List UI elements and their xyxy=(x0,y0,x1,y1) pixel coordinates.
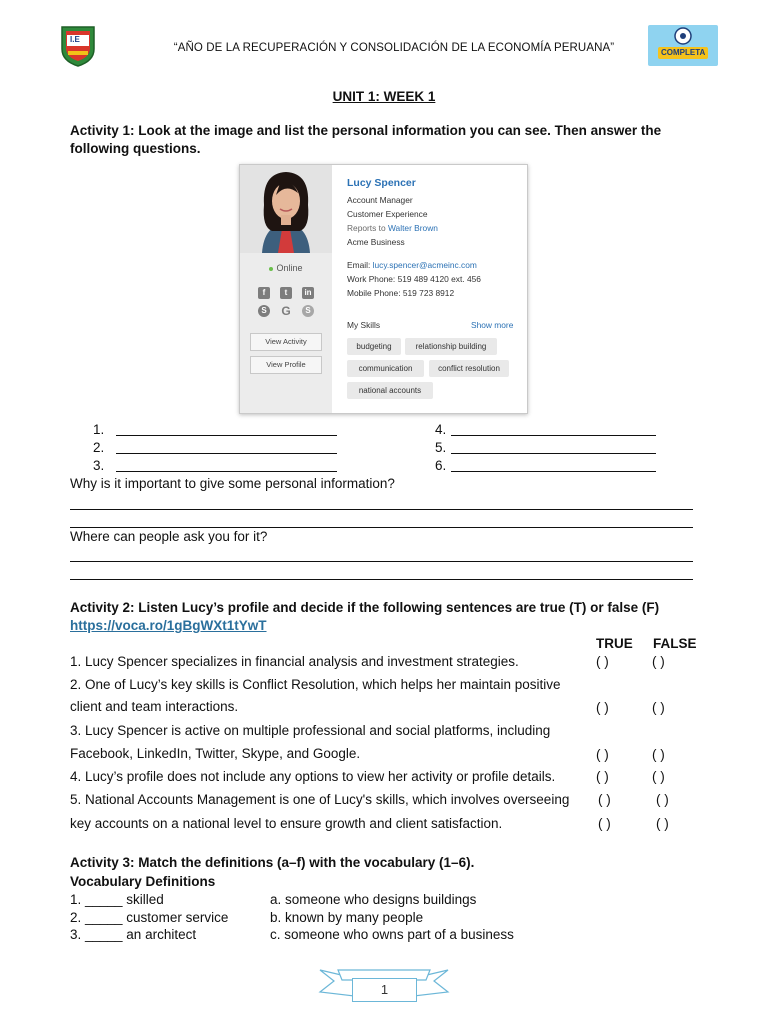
answer-number: 6. xyxy=(435,458,447,473)
answer-blank[interactable] xyxy=(451,453,656,454)
answer-blank[interactable] xyxy=(451,435,656,436)
linkedin-icon[interactable]: in xyxy=(302,287,314,299)
view-activity-button[interactable]: View Activity xyxy=(250,333,322,351)
profile-reports-to: Reports to Walter Brown xyxy=(347,223,438,233)
answer-number: 5. xyxy=(435,440,447,455)
profile-department: Customer Experience xyxy=(347,209,428,219)
false-column-header: FALSE xyxy=(653,636,697,651)
question-importance: Why is it important to give some personal information? xyxy=(70,476,395,491)
online-status: Online xyxy=(240,263,332,273)
audio-link[interactable]: https://voca.ro/1gBgWXt1tYwT xyxy=(70,618,267,633)
activity1-instruction: Activity 1: Look at the image and list the personal information you can see. Then answer the xyxy=(70,123,662,138)
answer-number: 3. xyxy=(93,458,105,473)
false-checkbox[interactable]: ( ) xyxy=(652,700,665,715)
answer-blank[interactable] xyxy=(451,471,656,472)
profile-photo xyxy=(240,165,332,253)
true-checkbox[interactable]: ( ) xyxy=(596,747,609,762)
profile-sidebar xyxy=(240,165,332,413)
vocab-item: 2. _____ customer service xyxy=(70,910,229,925)
profile-work-phone: Work Phone: 519 489 4120 ext. 456 xyxy=(347,274,481,284)
skills-heading: My Skills xyxy=(347,320,381,330)
school-logo-text: I.E xyxy=(70,35,80,44)
profile-name: Lucy Spencer xyxy=(347,177,416,189)
vocab-item: 3. _____ an architect xyxy=(70,927,197,942)
answer-blank[interactable] xyxy=(116,435,337,436)
statement-line: 2. One of Lucy’s key skills is Conflict Resolution, which helps her maintain positive xyxy=(70,677,561,692)
profile-card xyxy=(239,164,528,414)
vocab-item: 1. _____ skilled xyxy=(70,892,164,907)
statement-line: 3. Lucy Spencer is active on multiple professional and social platforms, including xyxy=(70,723,551,738)
definition-item: b. known by many people xyxy=(270,910,424,925)
true-checkbox[interactable]: ( ) xyxy=(596,654,609,669)
answer-blank[interactable] xyxy=(116,453,337,454)
skill-tag[interactable]: national accounts xyxy=(347,382,433,399)
true-checkbox[interactable]: ( ) xyxy=(598,792,611,807)
online-dot-icon xyxy=(269,267,273,271)
unit-title: UNIT 1: WEEK 1 xyxy=(332,89,436,104)
activity2-instruction: Activity 2: Listen Lucy’s profile and decide if the following sentences are true (T) or false (F) xyxy=(70,600,660,615)
national-motto: “AÑO DE LA RECUPERACIÓN Y CONSOLIDACIÓN DE LA ECONOMÍA PERUANA” xyxy=(173,42,615,54)
true-checkbox[interactable]: ( ) xyxy=(598,816,611,831)
profile-job-title: Account Manager xyxy=(347,195,413,205)
profile-company: Acme Business xyxy=(347,237,405,247)
answer-number: 4. xyxy=(435,422,447,437)
false-checkbox[interactable]: ( ) xyxy=(652,654,665,669)
activity1-instruction-cont: following questions. xyxy=(70,141,201,156)
answer-blank[interactable] xyxy=(116,471,337,472)
completa-logo xyxy=(648,25,718,66)
answer-line[interactable] xyxy=(70,579,693,580)
answer-line[interactable] xyxy=(70,561,693,562)
skype-alt-icon[interactable]: S xyxy=(302,305,314,317)
email-link[interactable]: lucy.spencer@acmeinc.com xyxy=(372,260,477,270)
true-checkbox[interactable]: ( ) xyxy=(596,700,609,715)
show-more-link[interactable]: Show more xyxy=(471,320,514,330)
statement-line: 4. Lucy’s profile does not include any options to view her activity or profile details. xyxy=(70,769,556,784)
twitter-icon[interactable]: t xyxy=(280,287,292,299)
skill-tag[interactable]: communication xyxy=(347,360,424,377)
skill-tag[interactable]: conflict resolution xyxy=(429,360,509,377)
page-number: 1 xyxy=(352,978,417,1002)
true-column-header: TRUE xyxy=(596,636,633,651)
completa-logo-text: COMPLETA xyxy=(661,48,706,57)
false-checkbox[interactable]: ( ) xyxy=(656,816,669,831)
statement-line: Facebook, LinkedIn, Twitter, Skype, and Google. xyxy=(70,746,361,761)
view-profile-button[interactable]: View Profile xyxy=(250,356,322,374)
false-checkbox[interactable]: ( ) xyxy=(652,747,665,762)
answer-number: 1. xyxy=(93,422,105,437)
definition-item: a. someone who designs buildings xyxy=(270,892,477,907)
manager-link[interactable]: Walter Brown xyxy=(387,223,438,233)
statement-line: 1. Lucy Spencer specializes in financial analysis and investment strategies. xyxy=(70,654,519,669)
answer-line[interactable] xyxy=(70,527,693,528)
definition-item: c. someone who owns part of a business xyxy=(270,927,514,942)
google-icon[interactable]: G xyxy=(281,304,291,318)
vocabulary-definitions-heading: Vocabulary Definitions xyxy=(70,874,216,889)
statement-line: client and team interactions. xyxy=(70,699,239,714)
skill-tag[interactable]: budgeting xyxy=(347,338,401,355)
answer-line[interactable] xyxy=(70,509,693,510)
statement-line: key accounts on a national level to ensure growth and client satisfaction. xyxy=(70,816,503,831)
true-checkbox[interactable]: ( ) xyxy=(596,769,609,784)
activity3-instruction: Activity 3: Match the definitions (a–f) with the vocabulary (1–6). xyxy=(70,855,475,870)
facebook-icon[interactable]: f xyxy=(258,287,270,299)
false-checkbox[interactable]: ( ) xyxy=(656,792,669,807)
profile-mobile-phone: Mobile Phone: 519 723 8912 xyxy=(347,288,455,298)
question-where: Where can people ask you for it? xyxy=(70,529,268,544)
skill-tag[interactable]: relationship building xyxy=(405,338,497,355)
statement-line: 5. National Accounts Management is one of Lucy's skills, which involves overseeing xyxy=(70,792,570,807)
answer-number: 2. xyxy=(93,440,105,455)
profile-email: Email: lucy.spencer@acmeinc.com xyxy=(347,260,477,270)
false-checkbox[interactable]: ( ) xyxy=(652,769,665,784)
skype-icon[interactable]: S xyxy=(258,305,270,317)
